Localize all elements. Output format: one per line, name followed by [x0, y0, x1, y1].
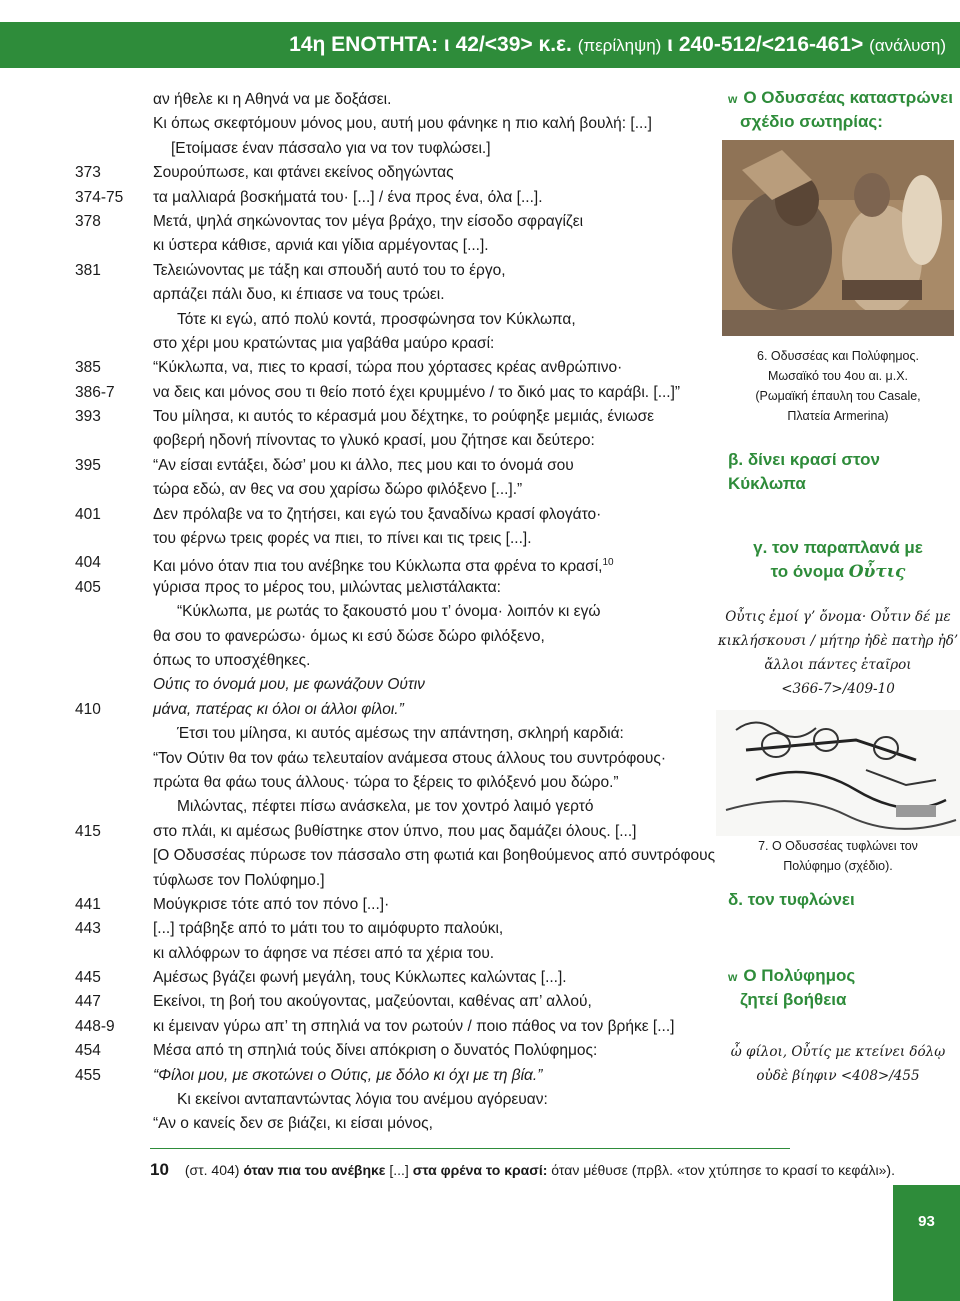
verse-text	[153, 625, 545, 649]
verse-text-content: αν ήθελε κι η Αθηνά να με δοξάσει.	[153, 91, 392, 108]
verse-line	[75, 893, 695, 917]
verse-line	[75, 259, 695, 283]
verse-text	[153, 1039, 597, 1063]
chapter-title-part3: ι 240-512/<216-461>	[667, 33, 864, 56]
verse-text	[153, 820, 636, 844]
bullet-icon: w	[728, 92, 738, 106]
verse-line	[75, 137, 695, 161]
chapter-title-part1: 14η ΕΝΟΤΗΤΑ: ι 42/<39> κ.ε.	[289, 33, 572, 56]
verse-number: 378	[75, 212, 101, 230]
verse-text-content: Αμέσως βγάζει φωνή μεγάλη, τους Κύκλωπες καλώντας [...].	[153, 969, 567, 987]
verse-number: 443	[75, 920, 101, 938]
footnote-ref: (στ. 404)	[184, 1162, 240, 1178]
verse-text	[153, 356, 622, 380]
verse-number: 373	[75, 164, 101, 182]
footnote-divider	[150, 1148, 790, 1149]
verse-text	[153, 527, 532, 551]
verse-text-content: Έτσι του μίλησα, κι αυτός αμέσως την απάντηση, σκληρή καρδιά:	[177, 725, 624, 743]
verse-number: 401	[75, 505, 101, 523]
verse-text-content: κι ύστερα κάθισε, αρνιά και γίδια αρμέγοντας [...].	[153, 237, 489, 255]
footnote	[150, 1158, 895, 1182]
figure-6-caption-line: (Ρωμαϊκή έπαυλη του Casale,	[755, 389, 921, 403]
sidebar-point-g-line1: γ. τον παραπλανά με	[753, 538, 923, 557]
verse-text-content: Ούτις το όνομά μου, με φωνάζουν Ούτιν	[153, 676, 425, 694]
verse-number: 386-7	[75, 383, 115, 401]
verse-line	[75, 844, 716, 868]
verse-line	[75, 332, 695, 356]
verse-line	[75, 747, 695, 771]
verse-text	[153, 88, 391, 112]
verse-text	[153, 283, 445, 307]
verse-line	[75, 942, 695, 966]
verse-line	[75, 673, 695, 697]
verse-number: 445	[75, 969, 101, 987]
verse-number: 415	[75, 822, 101, 840]
verse-text	[153, 429, 595, 453]
chapter-header-bar	[0, 22, 960, 68]
sidebar-point-g-greek: Οὖτις	[848, 562, 906, 582]
greek-quote-line: Οὖτις ἐμοί γ’ ὄνομα· Οὖτιν δέ με	[725, 609, 951, 625]
verse-text	[153, 503, 601, 527]
greek-quote-2	[716, 1040, 960, 1088]
sidebar-heading-plan-text: Ο Οδυσσέας καταστρώνει	[743, 88, 953, 107]
verse-number: 385	[75, 359, 101, 377]
verse-text-content: Τελειώνοντας με τάξη και σπουδή αυτό του το έργο,	[153, 261, 506, 279]
verse-line	[75, 1015, 695, 1039]
verse-text-content: “Αν είσαι εντάξει, δώσ’ μου κι άλλο, πες μου και το όνομά σου	[153, 456, 574, 474]
sidebar-point-b: β. δίνει κρασί στον Κύκλωπα	[728, 450, 880, 493]
mosaic-illustration	[722, 140, 954, 336]
verse-number: 381	[75, 261, 101, 279]
verse-text-content: Μιλώντας, πέφτει πίσω ανάσκελα, με τον χοντρό λαιμό γερτό	[177, 798, 594, 816]
verse-text-content: Κι όπως σκεφτόμουν μόνος μου, αυτή μου φάνηκε η πιο καλή βουλή: [...]	[153, 115, 652, 133]
verse-text	[153, 210, 583, 234]
figure-6-caption	[716, 346, 960, 426]
verse-text-content: γύρισα προς το μέρος του, μιλώντας μελιστάλακτα:	[153, 578, 501, 596]
verse-line	[75, 112, 695, 136]
verse-text	[153, 673, 425, 697]
verse-line	[75, 503, 695, 527]
verse-number: 455	[75, 1066, 101, 1084]
verse-line	[75, 576, 695, 600]
greek-quote-line: <366-7>/409-10	[781, 681, 895, 697]
verse-text	[153, 990, 592, 1014]
verse-text	[177, 600, 600, 624]
verse-text	[153, 381, 680, 405]
sidebar-heading-plan-line2: σχέδιο σωτηρίας:	[740, 112, 883, 131]
verse-number: 441	[75, 895, 101, 913]
verse-text-content: Τότε κι εγώ, από πολύ κοντά, προσφώνησα τον Κύκλωπα,	[177, 310, 576, 328]
sketch-illustration	[716, 710, 960, 836]
verse-line	[75, 698, 695, 722]
verse-text	[153, 259, 506, 283]
verse-text-content: “Φίλοι μου, με σκοτώνει ο Ούτις, με δόλο κι όχι με τη βία.”	[153, 1066, 543, 1084]
verse-text	[153, 747, 666, 771]
verse-line	[75, 186, 695, 210]
figure-6-caption-line: Μωσαϊκό του 4ου αι. μ.Χ.	[767, 369, 909, 383]
greek-quote-line: οὐδὲ βίηφιν <408>/455	[756, 1068, 920, 1084]
verse-text-content: Και μόνο όταν πια του ανέβηκε του Κύκλωπα στα φρένα το κρασί,	[153, 558, 603, 576]
verse-number: 448-9	[75, 1017, 115, 1035]
verse-number: 410	[75, 700, 101, 718]
verse-text-content: τα μαλλιαρά βοσκήματά του· [...] / ένα προς ένα, όλα [...].	[153, 188, 543, 206]
verse-text-content: αρπάζει πάλι δυο, κι έπιασε να τους τρώει.	[153, 286, 445, 304]
verse-text	[153, 161, 454, 185]
verse-line	[75, 283, 695, 307]
verse-line	[75, 649, 695, 673]
verse-number: 393	[75, 408, 101, 426]
footnote-number: 10	[150, 1160, 169, 1179]
verse-number: 454	[75, 1042, 101, 1060]
verse-line	[75, 1112, 695, 1136]
verse-text	[153, 1015, 674, 1039]
figure-7-caption	[716, 836, 960, 876]
verse-text	[153, 234, 489, 258]
verse-number: 404	[75, 554, 101, 572]
greek-quote-1	[716, 605, 960, 701]
verse-line	[75, 600, 695, 624]
verse-text-content: Μετά, ψηλά σηκώνοντας τον μέγα βράχο, την είσοδο σφραγίζει	[153, 212, 584, 230]
verse-line	[75, 210, 695, 234]
blinding-sketch-image	[716, 710, 960, 836]
verse-text-content: στο χέρι μου κρατώντας μια γαβάθα μαύρο κρασί:	[153, 334, 495, 352]
figure-6-caption-line: 6. Οδυσσέας και Πολύφημος.	[757, 349, 919, 363]
verse-number: 405	[75, 578, 101, 596]
verse-text-content: Εκείνοι, τη βοή του ακούγοντας, μαζεύονται, καθένας απ’ αλλού,	[153, 993, 592, 1011]
verse-line	[75, 1088, 695, 1112]
footnote-term-1: όταν πια του ανέβηκε	[243, 1162, 386, 1178]
greek-quote-line: ἄλλοι πάντες ἑταῖροι	[764, 657, 912, 673]
verse-text	[177, 795, 593, 819]
bullet-icon: w	[728, 970, 738, 984]
verse-text-content: μάνα, πατέρας κι όλοι οι άλλοι φίλοι.”	[153, 700, 404, 718]
verse-line	[75, 820, 695, 844]
verse-text-content: “Κύκλωπα, να, πιες το κρασί, τώρα που χόρτασες κρέας ανθρώπινο·	[153, 359, 623, 377]
verse-text	[153, 869, 325, 893]
main-text-column	[75, 88, 716, 1137]
verse-line	[75, 381, 695, 405]
verse-line	[75, 405, 695, 429]
verse-text	[153, 942, 494, 966]
verse-text-content: θα σου το φανερώσω· όμως κι εσύ δώσε δώρο φιλόξενο,	[153, 627, 545, 645]
verse-text	[177, 308, 576, 332]
page-number-box	[893, 1185, 960, 1301]
verse-text-content: Κι εκείνοι ανταπαντώντας λόγια του ανέμου αγόρευαν:	[177, 1091, 548, 1109]
verse-text-content: κι αλλόφρων το άφησε να πέσει από τα χέρια του.	[153, 944, 495, 962]
verse-text-content: “Τον Ούτιν θα τον φάω τελευταίον ανάμεσα στους άλλους του συντρόφους·	[153, 749, 667, 767]
verse-text	[153, 917, 503, 941]
verse-text	[153, 112, 652, 136]
verse-text	[153, 405, 654, 429]
verse-line	[75, 356, 695, 380]
sidebar-heading-help-line2: ζητεί βοήθεια	[740, 990, 847, 1009]
verse-text-content: Του μίλησα, κι αυτός το κέρασμά μου δέχτηκε, το ρούφηξε μεμιάς, ένιωσε	[153, 408, 655, 426]
verse-text	[171, 137, 491, 161]
verse-line	[75, 722, 695, 746]
verse-line	[75, 308, 695, 332]
sidebar-point-g-line2	[716, 560, 960, 584]
chapter-title	[289, 22, 946, 68]
verse-line	[75, 454, 695, 478]
verse-text-content: Δεν πρόλαβε να το ζητήσει, και εγώ του ξαναδίνω κρασί φλογάτο·	[153, 505, 602, 523]
figure-7-caption-line: Πολύφημο (σχέδιο).	[783, 859, 893, 873]
verse-text	[153, 332, 494, 356]
verse-text-content: όπως το υποσχέθηκες.	[153, 651, 311, 669]
footnote-text-2: όταν μέθυσε (πρβλ. «τον χτύπησε το κρασί το κεφάλι»).	[547, 1162, 895, 1178]
verse-text-content: [Ο Οδυσσέας πύρωσε τον πάσσαλο στη φωτιά και βοηθούμενος από συντρόφους	[153, 847, 716, 865]
verse-text	[153, 844, 715, 868]
greek-quote-line: ὦ φίλοι, Οὖτίς με κτείνει δόλῳ	[730, 1044, 946, 1060]
verse-text-content: Μούγκρισε τότε από τον πόνο [...]·	[153, 895, 390, 913]
sidebar-point-d: δ. τον τυφλώνει	[728, 890, 855, 909]
verse-line	[75, 917, 695, 941]
figure-7-caption-line: 7. Ο Οδυσσέας τυφλώνει τον	[758, 839, 918, 853]
verse-text-content: [Ετοίμασε έναν πάσσαλο για να τον τυφλώσει.]	[171, 139, 491, 157]
figure-6-caption-line: Πλατεία Armerina)	[787, 409, 889, 423]
verse-line	[75, 234, 695, 258]
verse-line	[75, 625, 695, 649]
sidebar-heading-plan	[728, 86, 953, 111]
verse-text-content: κι έμειναν γύρω απ’ τη σπηλιά να τον ρωτούν / ποιο πάθος να τον βρήκε [...]	[153, 1017, 675, 1035]
mosaic-image	[722, 140, 954, 336]
verse-text	[153, 576, 501, 600]
verse-line	[75, 1064, 695, 1088]
verse-text	[153, 893, 389, 917]
verse-text	[153, 454, 574, 478]
verse-text	[177, 722, 624, 746]
verse-line	[75, 1039, 695, 1063]
verse-line	[75, 795, 695, 819]
verse-text-content: [...] τράβηξε από το μάτι του το αιμόφυρτο παλούκι,	[153, 920, 504, 938]
verse-line	[75, 966, 695, 990]
verse-number: 374-75	[75, 188, 124, 206]
verse-text	[177, 1088, 548, 1112]
verse-text-content: πρώτα θα φάω τους άλλους· τώρα το ξέρεις το φιλόξενό μου δώρο.”	[153, 773, 619, 791]
footnote-marker: 10	[602, 557, 614, 569]
chapter-title-part2: (περίληψη)	[577, 36, 662, 55]
verse-line	[75, 551, 695, 575]
verse-line	[75, 771, 695, 795]
verse-text-content: φοβερή ηδονή πίνοντας το γλυκό κρασί, μου ζήτησε και δεύτερο:	[153, 432, 595, 450]
verse-text-content: Σουρούπωσε, και φτάνει εκείνος οδηγώντας	[153, 164, 454, 182]
chapter-title-part4: (ανάλυση)	[869, 36, 946, 55]
verse-text-content: να δεις και μόνος σου τι θείο ποτό έχει κρυμμένο / το δικό μας το καράβι. [...]”	[153, 383, 681, 401]
verse-line	[75, 869, 695, 893]
sidebar-point-g-text: το όνομα	[770, 562, 849, 581]
verse-text	[153, 649, 310, 673]
verse-text	[153, 1112, 433, 1136]
verse-text-content: “Αν ο κανείς δεν σε βιάζει, κι είσαι μόνος,	[153, 1115, 433, 1133]
verse-line	[75, 429, 695, 453]
verse-text-content: του φέρνω τρεις φορές να πιει, το πίνει και τις τρεις [...].	[153, 530, 532, 548]
verse-line	[75, 88, 695, 112]
sidebar-heading-help-text: Ο Πολύφημος	[743, 966, 856, 985]
verse-text	[153, 698, 404, 722]
verse-text	[153, 186, 543, 210]
page-number: 93	[918, 1213, 935, 1230]
verse-text	[153, 478, 522, 502]
verse-line	[75, 478, 695, 502]
verse-line	[75, 161, 695, 185]
greek-quote-line: κικλήσκουσι / μήτηρ ἠδὲ πατὴρ ἠδ’	[717, 633, 959, 649]
verse-text-content: Μέσα από τη σπηλιά τούς δίνει απόκριση ο δυνατός Πολύφημος:	[153, 1042, 598, 1060]
verse-text	[153, 771, 619, 795]
footnote-term-2: στα φρένα το κρασί:	[412, 1162, 548, 1178]
verse-line	[75, 990, 695, 1014]
verse-text-content: τώρα εδώ, αν θες να σου χαρίσω δώρο φιλόξενο [...].”	[153, 481, 523, 499]
verse-number: 447	[75, 993, 101, 1011]
sidebar-heading-help	[728, 964, 855, 989]
footnote-text-1: [...]	[385, 1162, 413, 1178]
verse-text-content: στο πλάι, κι αμέσως βυθίστηκε στον ύπνο, που μας δαμάζει όλους. [...]	[153, 822, 637, 840]
verse-number: 395	[75, 456, 101, 474]
verse-line	[75, 527, 695, 551]
verse-text	[153, 966, 567, 990]
verse-text-content: τύφλωσε τον Πολύφημο.]	[153, 871, 325, 889]
verse-text-content: “Κύκλωπα, με ρωτάς το ξακουστό μου τ’ όνομα· λοιπόν κι εγώ	[177, 603, 601, 621]
verse-text	[153, 1064, 542, 1088]
